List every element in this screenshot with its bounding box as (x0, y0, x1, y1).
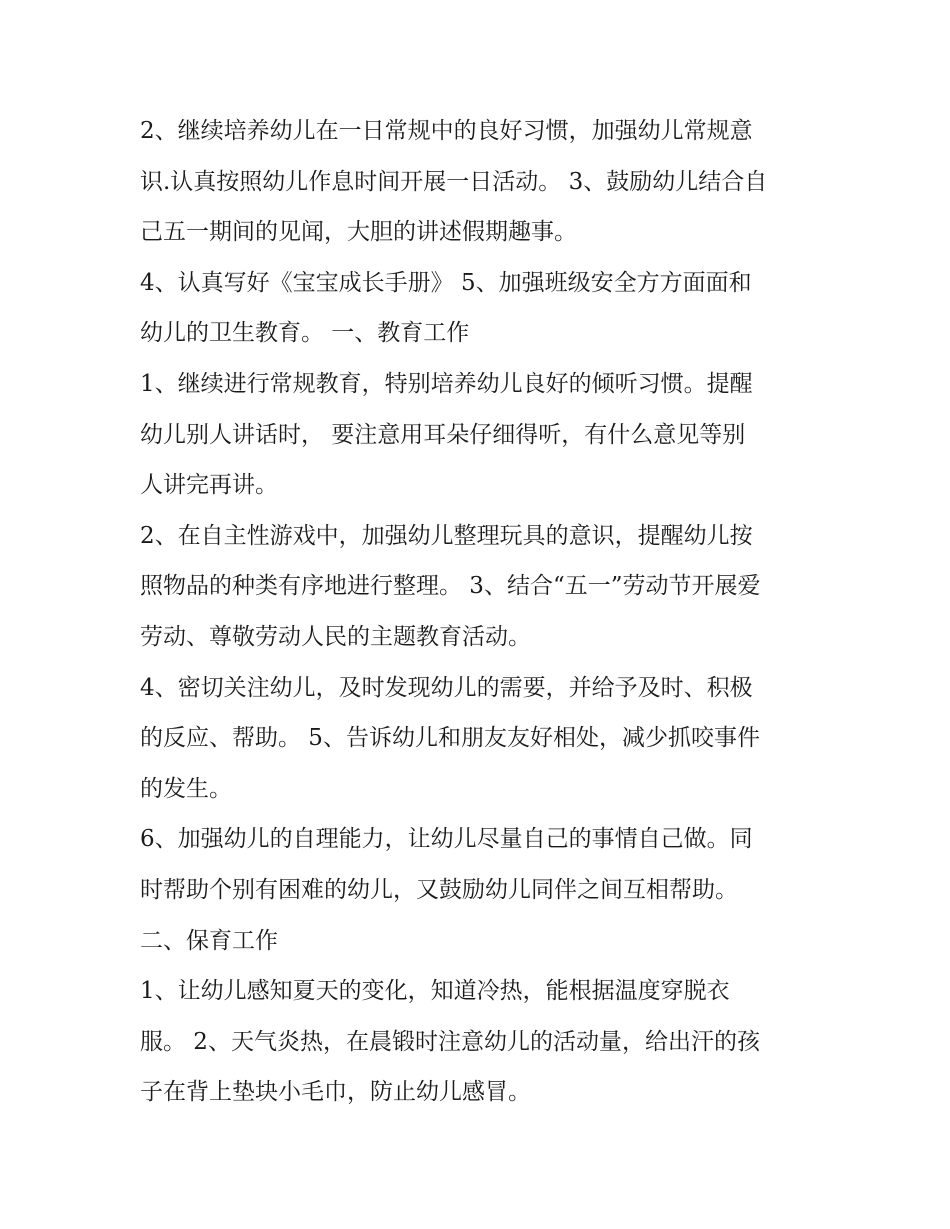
text-line: 劳动、尊敬劳动人民的主题教育活动。 (140, 623, 531, 650)
text-line: 子在背上垫块小毛巾，防止幼儿感冒。 (140, 1079, 531, 1106)
text-line: 1、让幼儿感知夏天的变化，知道冷热，能根据温度穿脱衣 (140, 978, 730, 1005)
text-line: 幼儿别人讲话时， 要注意用耳朵仔细得听，有什么意见等别 (140, 421, 746, 448)
text-line: 2、继续培养幼儿在一日常规中的良好习惯，加强幼儿常规意 (140, 118, 753, 144)
text-line: 4、密切关注幼儿，及时发现幼儿的需要，并给予及时、积极 (140, 674, 753, 701)
document-page (140, 106, 820, 1118)
text-line: 的发生。 (140, 775, 232, 802)
text-line: 时帮助个别有困难的幼儿，又鼓励幼儿同伴之间互相帮助。 (140, 876, 738, 903)
text-line: 1、继续进行常规教育，特别培养幼儿良好的倾听习惯。提醒 (140, 370, 753, 397)
text-line: 识.认真按照幼儿作息时间开展一日活动。 3、鼓励幼儿结合自 (140, 168, 768, 195)
section-heading: 二、保育工作 (140, 927, 278, 954)
text-line: 的反应、帮助。 5、告诉幼儿和朋友友好相处，减少抓咬事件 (140, 725, 760, 752)
text-line: 照物品的种类有序地进行整理。 3、结合“五一”劳动节开展爱 (140, 573, 761, 600)
text-line: 服。 2、天气炎热，在晨锻时注意幼儿的活动量，给出汗的孩 (140, 1028, 760, 1055)
text-line: 己五一期间的见闻，大胆的讲述假期趣事。 (140, 219, 577, 246)
text-line: 人讲完再讲。 (140, 472, 278, 499)
text-line: 幼儿的卫生教育。 一、教育工作 (140, 320, 470, 347)
text-line: 4、认真写好《宝宝成长手册》 5、加强班级安全方方面面和 (140, 269, 752, 296)
text-line: 6、加强幼儿的自理能力，让幼儿尽量自己的事情自己做。同 (140, 826, 753, 853)
text-line: 2、在自主性游戏中，加强幼儿整理玩具的意识，提醒幼儿按 (140, 522, 753, 549)
